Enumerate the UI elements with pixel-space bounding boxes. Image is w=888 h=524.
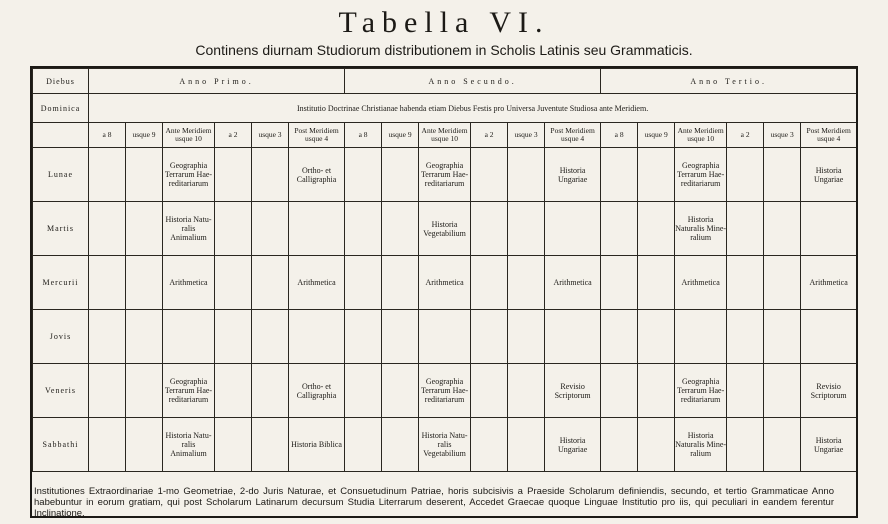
dominica-row bbox=[33, 94, 857, 123]
subject-cell: Historia Natu-ralis Animalium bbox=[163, 202, 215, 256]
subject-cell: Revisio Scriptorum bbox=[801, 364, 857, 418]
ditto-cell bbox=[471, 256, 508, 310]
ditto-cell bbox=[89, 418, 126, 472]
day-row bbox=[33, 364, 857, 418]
ditto-cell bbox=[727, 202, 764, 256]
ditto-cell bbox=[126, 418, 163, 472]
time-slot-header: usque 9 bbox=[382, 123, 419, 148]
dominica-text: Institutio Doctrinae Christianae habenda etiam Diebus Festis pro Universa Juventute Studiosa ante Meridiem. bbox=[89, 94, 857, 123]
ditto-cell bbox=[382, 202, 419, 256]
subject-cell: Arithmetica bbox=[419, 256, 471, 310]
ditto-cell bbox=[638, 202, 675, 256]
year-3-header: Anno Tertio. bbox=[601, 69, 857, 94]
ditto-cell bbox=[252, 310, 289, 364]
time-slot-header: usque 9 bbox=[638, 123, 675, 148]
ditto-cell bbox=[764, 364, 801, 418]
ditto-cell bbox=[508, 256, 545, 310]
subject-cell bbox=[675, 310, 727, 364]
ditto-cell bbox=[126, 364, 163, 418]
ditto-cell bbox=[252, 202, 289, 256]
ditto-cell bbox=[471, 364, 508, 418]
time-slot-header: a 2 bbox=[727, 123, 764, 148]
time-slot-header: Post Meridiem usque 4 bbox=[289, 123, 345, 148]
subject-cell: Arithmetica bbox=[801, 256, 857, 310]
time-slot-header: Post Meridiem usque 4 bbox=[545, 123, 601, 148]
ditto-cell bbox=[345, 202, 382, 256]
ditto-cell bbox=[764, 256, 801, 310]
subject-cell: Revisio Scriptorum bbox=[545, 364, 601, 418]
ditto-cell bbox=[215, 256, 252, 310]
subject-cell: Historia Ungariae bbox=[801, 418, 857, 472]
ditto-cell bbox=[601, 418, 638, 472]
ditto-cell bbox=[638, 256, 675, 310]
subject-cell: Historia Vegetabilium bbox=[419, 202, 471, 256]
ditto-cell bbox=[508, 310, 545, 364]
subject-cell: Historia Ungariae bbox=[801, 148, 857, 202]
subject-cell: Geographia Terrarum Hae-reditariarum bbox=[419, 148, 471, 202]
subject-cell: Arithmetica bbox=[289, 256, 345, 310]
ditto-cell bbox=[215, 418, 252, 472]
ditto-cell bbox=[727, 364, 764, 418]
ditto-cell bbox=[508, 202, 545, 256]
day-name: Jovis bbox=[33, 310, 89, 364]
ditto-cell bbox=[345, 310, 382, 364]
day-name: Lunae bbox=[33, 148, 89, 202]
subject-cell: Historia Biblica bbox=[289, 418, 345, 472]
time-slot-header: Ante Meridiem usque 10 bbox=[163, 123, 215, 148]
ditto-cell bbox=[345, 148, 382, 202]
subject-cell: Geographia Terrarum Hae-reditariarum bbox=[675, 364, 727, 418]
subject-cell bbox=[289, 202, 345, 256]
time-slot-header: a 8 bbox=[601, 123, 638, 148]
ditto-cell bbox=[252, 148, 289, 202]
ditto-cell bbox=[215, 310, 252, 364]
subject-cell: Historia Natu-ralis Animalium bbox=[163, 418, 215, 472]
subject-cell: Arithmetica bbox=[163, 256, 215, 310]
ditto-cell bbox=[382, 310, 419, 364]
subject-cell: Geographia Terrarum Hae-reditariarum bbox=[163, 364, 215, 418]
time-slot-header: Ante Meridiem usque 10 bbox=[675, 123, 727, 148]
time-slot-header: a 2 bbox=[471, 123, 508, 148]
day-row bbox=[33, 310, 857, 364]
ditto-cell bbox=[471, 148, 508, 202]
ditto-cell bbox=[382, 418, 419, 472]
ditto-cell bbox=[727, 418, 764, 472]
ditto-cell bbox=[252, 256, 289, 310]
ditto-cell bbox=[764, 418, 801, 472]
day-row bbox=[33, 256, 857, 310]
ditto-cell bbox=[215, 364, 252, 418]
page-subtitle: Continens diurnam Studiorum distributionem in Scholis Latinis seu Grammaticis. bbox=[195, 42, 693, 58]
year-2-header: Anno Secundo. bbox=[345, 69, 601, 94]
subject-cell bbox=[419, 310, 471, 364]
ditto-cell bbox=[215, 202, 252, 256]
ditto-cell bbox=[601, 148, 638, 202]
time-slot-header: Post Meridiem usque 4 bbox=[801, 123, 857, 148]
subject-cell: Geographia Terrarum Hae-reditariarum bbox=[675, 148, 727, 202]
ditto-cell bbox=[508, 364, 545, 418]
ditto-cell bbox=[727, 310, 764, 364]
day-name: Veneris bbox=[33, 364, 89, 418]
time-slot-header: usque 3 bbox=[764, 123, 801, 148]
ditto-cell bbox=[126, 256, 163, 310]
ditto-cell bbox=[601, 310, 638, 364]
ditto-cell bbox=[508, 418, 545, 472]
timetable-frame bbox=[30, 66, 858, 518]
subject-cell: Arithmetica bbox=[675, 256, 727, 310]
diebus-header: Diebus bbox=[33, 69, 89, 94]
footnote bbox=[34, 486, 834, 519]
ditto-cell bbox=[601, 256, 638, 310]
header-row bbox=[33, 69, 857, 94]
ditto-cell bbox=[89, 148, 126, 202]
ditto-cell bbox=[764, 202, 801, 256]
ditto-cell bbox=[89, 256, 126, 310]
day-name: Sabbathi bbox=[33, 418, 89, 472]
day-name: Mercurii bbox=[33, 256, 89, 310]
time-slot-header: usque 3 bbox=[252, 123, 289, 148]
ditto-cell bbox=[638, 418, 675, 472]
subject-cell: Historia Natu-ralis Vegetabilium bbox=[419, 418, 471, 472]
footnote-text: Institutiones Extraordinariae 1-mo Geometriae, 2-do Juris Naturae, et Consuetudinum Patriae, horis subcisivis a Praeside Scholarum definiendis, secundo, et tertio Grammaticae Anno habebuntur in eorum gratiam, qui post Scholarum Latinarum decursum Studia Literrarum deserent, Accedet Graecae quoque Linguae Institutio pro iis, qui peculiari in eandem ferentur Inclinatione. bbox=[34, 486, 834, 519]
ditto-cell bbox=[345, 364, 382, 418]
subject-cell: Historia Ungariae bbox=[545, 148, 601, 202]
day-name: Martis bbox=[33, 202, 89, 256]
subject-cell bbox=[163, 310, 215, 364]
time-slot-header: usque 3 bbox=[508, 123, 545, 148]
ditto-cell bbox=[382, 148, 419, 202]
ditto-cell bbox=[471, 202, 508, 256]
ditto-cell bbox=[345, 256, 382, 310]
ditto-cell bbox=[126, 202, 163, 256]
ditto-cell bbox=[126, 148, 163, 202]
ditto-cell bbox=[638, 148, 675, 202]
ditto-cell bbox=[601, 364, 638, 418]
ditto-cell bbox=[89, 310, 126, 364]
ditto-cell bbox=[638, 310, 675, 364]
time-slot-header: a 8 bbox=[345, 123, 382, 148]
subject-cell bbox=[545, 310, 601, 364]
ditto-cell bbox=[638, 364, 675, 418]
ditto-cell bbox=[382, 256, 419, 310]
ditto-cell bbox=[727, 148, 764, 202]
subject-cell: Historia Naturalis Mine-ralium bbox=[675, 202, 727, 256]
dominica-label: Dominica bbox=[33, 94, 89, 123]
year-1-header: Anno Primo. bbox=[89, 69, 345, 94]
ditto-cell bbox=[727, 256, 764, 310]
ditto-cell bbox=[382, 364, 419, 418]
ditto-cell bbox=[215, 148, 252, 202]
ditto-cell bbox=[471, 310, 508, 364]
day-row bbox=[33, 202, 857, 256]
ditto-cell bbox=[89, 364, 126, 418]
ditto-cell bbox=[764, 148, 801, 202]
subject-cell: Arithmetica bbox=[545, 256, 601, 310]
subject-cell bbox=[289, 310, 345, 364]
subject-cell: Historia Ungariae bbox=[545, 418, 601, 472]
subheader-row bbox=[33, 123, 857, 148]
time-slot-header: Ante Meridiem usque 10 bbox=[419, 123, 471, 148]
ditto-cell bbox=[89, 202, 126, 256]
time-slot-header: usque 9 bbox=[126, 123, 163, 148]
ditto-cell bbox=[601, 202, 638, 256]
ditto-cell bbox=[764, 310, 801, 364]
subject-cell bbox=[545, 202, 601, 256]
page-title: Tabella VI. bbox=[338, 6, 550, 39]
subject-cell: Geographia Terrarum Hae-reditariarum bbox=[419, 364, 471, 418]
time-slot-header: a 8 bbox=[89, 123, 126, 148]
ditto-cell bbox=[126, 310, 163, 364]
subject-cell: Ortho- et Calligraphia bbox=[289, 148, 345, 202]
subject-cell bbox=[801, 202, 857, 256]
ditto-cell bbox=[508, 148, 545, 202]
ditto-cell bbox=[345, 418, 382, 472]
time-slot-header: a 2 bbox=[215, 123, 252, 148]
subject-cell: Ortho- et Calligraphia bbox=[289, 364, 345, 418]
day-row bbox=[33, 418, 857, 472]
subheader-blank bbox=[33, 123, 89, 148]
subject-cell: Geographia Terrarum Hae-reditariarum bbox=[163, 148, 215, 202]
ditto-cell bbox=[471, 418, 508, 472]
timetable bbox=[32, 68, 857, 472]
day-row bbox=[33, 148, 857, 202]
ditto-cell bbox=[252, 364, 289, 418]
subject-cell: Historia Naturalis Mine-ralium bbox=[675, 418, 727, 472]
ditto-cell bbox=[252, 418, 289, 472]
subject-cell bbox=[801, 310, 857, 364]
